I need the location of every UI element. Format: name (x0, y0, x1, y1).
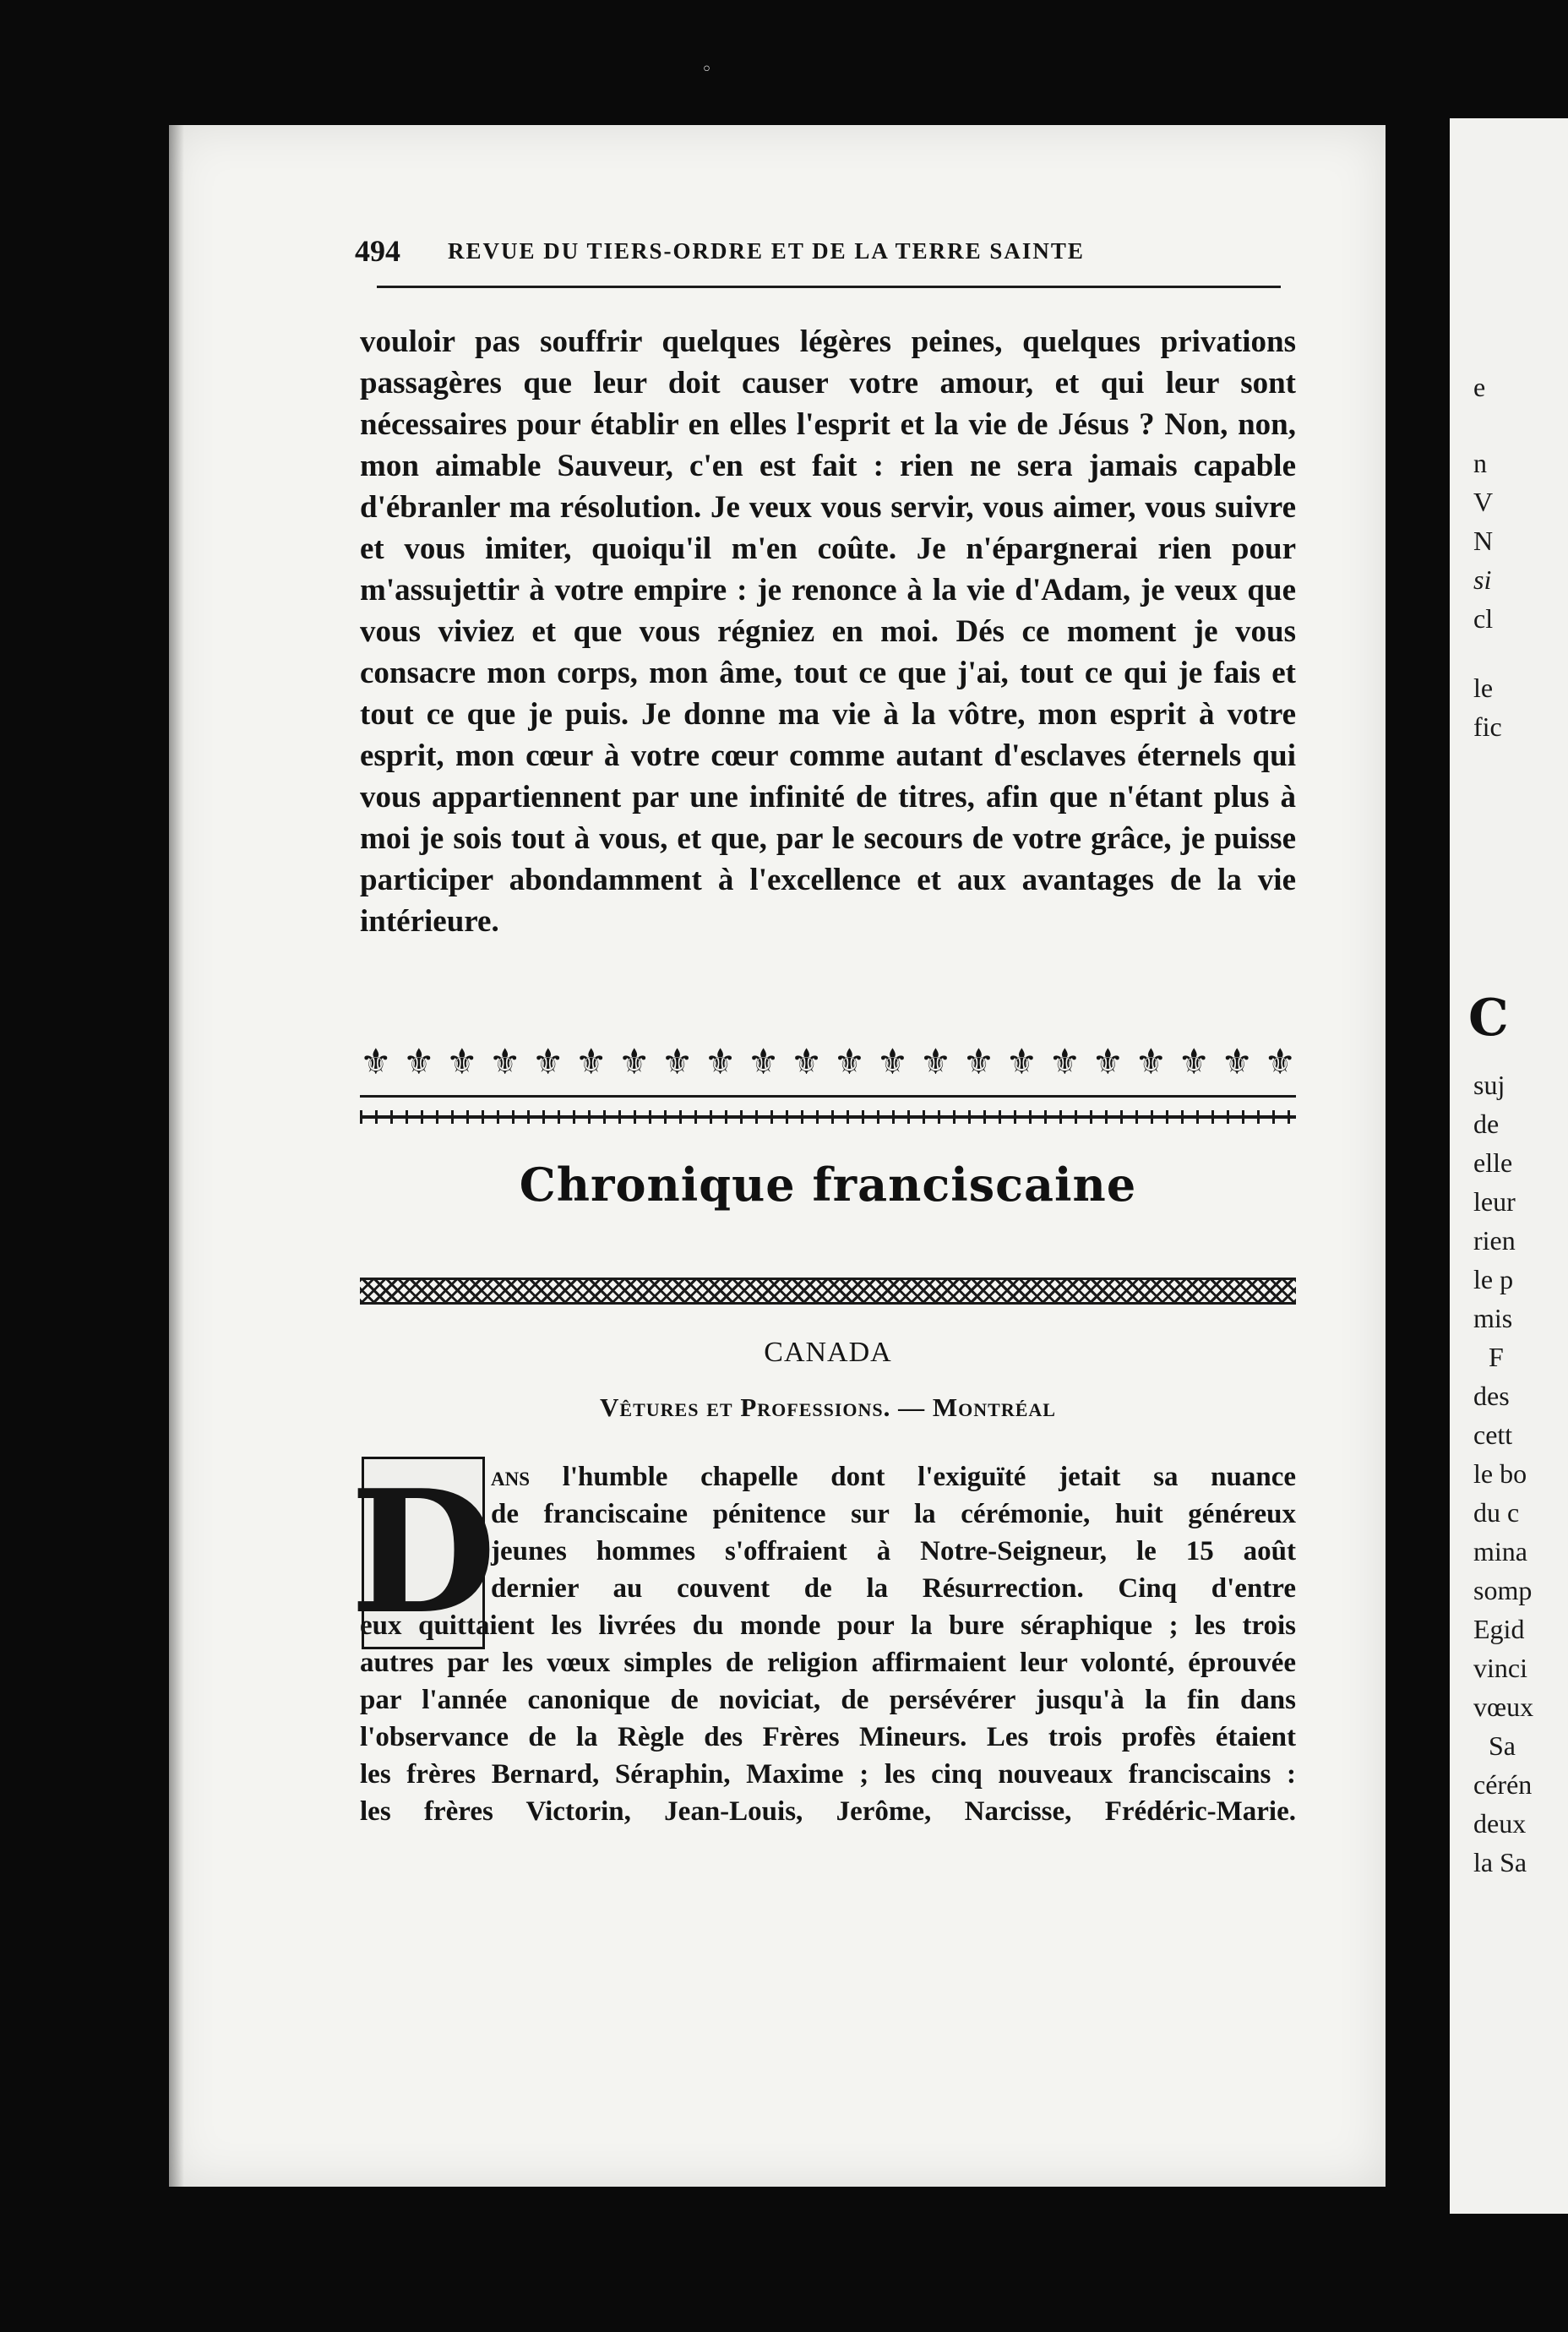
fragment: cl (1473, 603, 1494, 634)
article-paragraph (360, 1458, 1296, 1830)
fleuron-icon: ⚜ (360, 1040, 392, 1082)
header-rule (377, 286, 1281, 288)
fragment: mina (1473, 1536, 1527, 1566)
fleuron-icon: ⚜ (790, 1040, 823, 1082)
fragment: e (1473, 372, 1486, 402)
page-number: 494 (355, 234, 400, 268)
fleuron-icon: ⚜ (1092, 1040, 1124, 1082)
article-line: autres par les vœux simples de religion affirmaient leur volonté, éprouvée (360, 1648, 1296, 1678)
fleuron-icon: ⚜ (747, 1040, 780, 1082)
fleuron-icon: ⚜ (962, 1040, 995, 1082)
fragment: le p (1473, 1264, 1514, 1294)
country-heading: CANADA (764, 1337, 892, 1368)
fleuron-icon: ⚜ (876, 1040, 909, 1082)
fragment: leur (1473, 1186, 1516, 1217)
ornament-rule (360, 1095, 1296, 1098)
fleuron-icon: ⚜ (661, 1040, 694, 1082)
fleuron-icon: ⚜ (1048, 1040, 1081, 1082)
fragment: le (1473, 673, 1494, 703)
running-head (355, 233, 1301, 272)
article-line: par l'année canonique de noviciat, de persévérer jusqu'à la fin dans (360, 1685, 1296, 1715)
journal-title: REVUE DU TIERS-ORDRE ET DE LA TERRE SAINTE (448, 238, 1085, 264)
fleuron-icon: ⚜ (574, 1040, 607, 1082)
adjacent-page (1450, 118, 1568, 2214)
article-line: eux quittaient les livrées du monde pour la bure séraphique ; les trois (360, 1610, 1296, 1641)
fragment: cett (1473, 1419, 1513, 1450)
fragment: mis (1473, 1303, 1513, 1333)
fragment: si (1473, 564, 1492, 595)
section-heading: Chronique franciscaine (519, 1158, 1137, 1212)
article-line: de franciscaine pénitence sur la cérémonie, huit généreux (491, 1499, 1296, 1529)
fragment: fic (1473, 711, 1502, 742)
scan-speck: ◦ (701, 59, 712, 80)
article-line: les frères Bernard, Séraphin, Maxime ; les cinq nouveaux franciscains : (360, 1759, 1296, 1790)
fleuron-icon: ⚜ (618, 1040, 651, 1082)
fleuron-icon: ⚜ (445, 1040, 478, 1082)
fleuron-icon: ⚜ (488, 1040, 521, 1082)
page-content (169, 125, 1386, 2187)
fragment: vinci (1473, 1653, 1527, 1683)
cross-ornament-rule (360, 1110, 1296, 1124)
fleuron-icon: ⚜ (1264, 1040, 1296, 1082)
first-word: ans (491, 1462, 531, 1492)
lattice-ornament-rule (360, 1278, 1296, 1305)
fleuron-icon: ⚜ (833, 1040, 866, 1082)
fragment: elle (1473, 1147, 1513, 1178)
subheading: Vêtures et Professions. — Montréal (600, 1392, 1056, 1422)
fragment: F (1489, 1342, 1504, 1372)
fragment: du c (1473, 1497, 1520, 1528)
fragment: des (1473, 1381, 1510, 1411)
fragment-initial: C (1468, 989, 1509, 1048)
fragment: n (1473, 448, 1487, 478)
fragment: Sa (1489, 1730, 1516, 1761)
fragment: de (1473, 1109, 1500, 1139)
dropcap-letter: D (350, 1453, 497, 1652)
fragment: N (1473, 526, 1494, 556)
fleuron-icon: ⚜ (402, 1040, 435, 1082)
fragment: Egid (1473, 1614, 1525, 1644)
fleuron-icon: ⚜ (1135, 1040, 1168, 1082)
article-line: l'observance de la Règle des Frères Mineurs. Les trois profès étaient (360, 1722, 1296, 1752)
fragment: vœux (1473, 1692, 1534, 1722)
fragment: suj (1473, 1070, 1505, 1100)
fragment: le bo (1473, 1458, 1527, 1489)
fleuron-icon: ⚜ (531, 1040, 564, 1082)
body-paragraph (360, 321, 1296, 942)
fragment: V (1473, 487, 1494, 517)
fleuron-icon: ⚜ (1005, 1040, 1038, 1082)
fragment: la Sa (1473, 1847, 1527, 1877)
fleuron-icon: ⚜ (704, 1040, 737, 1082)
fragment: deux (1473, 1808, 1527, 1839)
article-line: les frères Victorin, Jean-Louis, Jerôme, Narcisse, Frédéric-Marie. (360, 1796, 1296, 1827)
fleuron-icon: ⚜ (1178, 1040, 1211, 1082)
article-line: jeunes hommes s'offraient à Notre-Seigneur, le 15 août (491, 1536, 1296, 1566)
article-line: ans l'humble chapelle dont l'exiguïté jetait sa nuance (491, 1462, 1296, 1492)
fragment: cérén (1473, 1769, 1533, 1800)
fleuron-ornament-row (360, 1038, 1296, 1085)
fleuron-icon: ⚜ (1221, 1040, 1254, 1082)
paragraph-text: vouloir pas souffrir quelques légères peines, quelques privations passagères que leur doit causer votre amour, et qui leur sont nécessaires pour établir en elles l'esprit et la vie de Jésus ? Non, non, mon aimable Sauveur, c'en est fait : rien ne sera jamais capable d'ébranler ma résolution. Je veux vous servir, vous aimer, vous suivre et vous imiter, quoiqu'il m'en coûte. Je n'épargnerai rien pour m'assujettir à votre empire : je renonce à la vie d'Adam, je veux que vous viviez et que vous régniez en moi. Dés ce moment je vous consacre mon corps, mon âme, tout ce que j'ai, tout ce qui je fais et tout ce que je puis. Je donne ma vie à la vôtre, mon esprit à votre esprit, mon cœur à votre cœur comme autant d'esclaves éternels qui vous appartiennent par une infinité de titres, afin que n'étant plus à moi je sois tout à vous, et que, par le secours de votre grâce, je puisse participer abondamment à l'excellence et aux avantages de la vie intérieure. (360, 324, 1296, 939)
fleuron-icon: ⚜ (919, 1040, 952, 1082)
fragment: somp (1473, 1575, 1533, 1605)
article-line: dernier au couvent de la Résurrection. Cinq d'entre (491, 1573, 1296, 1604)
fragment: rien (1473, 1225, 1516, 1256)
